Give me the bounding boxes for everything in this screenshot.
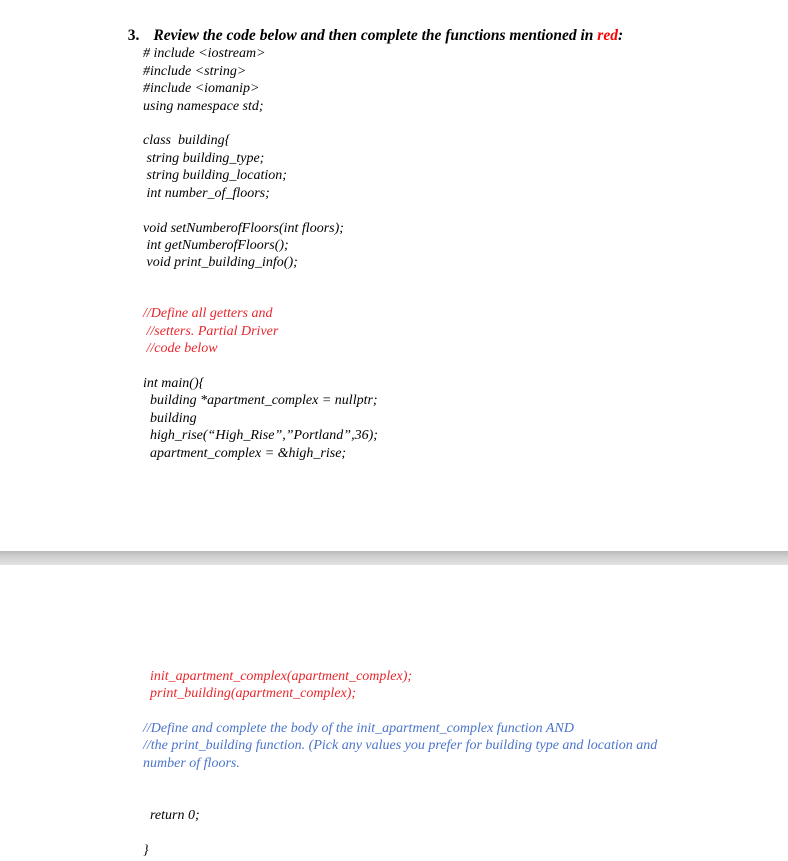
code-method-print-info: void print_building_info(); <box>143 255 298 270</box>
code-using-namespace: using namespace std; <box>143 99 264 114</box>
code-main-high-rise: high_rise(“High_Rise”,”Portland”,36); <box>143 428 378 443</box>
code-method-set-floors: void setNumberofFloors(int floors); <box>143 221 344 236</box>
code-main-pointer-decl: building *apartment_complex = nullptr; <box>143 393 378 408</box>
code-call-init-apartment: init_apartment_complex(apartment_complex); <box>150 669 413 684</box>
code-call-print-building: print_building(apartment_complex); <box>150 686 357 701</box>
code-include-iomanip: #include <iomanip> <box>143 81 260 96</box>
code-method-get-floors: int getNumberofFloors(); <box>143 238 289 253</box>
code-comment-blue-2: //the print_building function. (Pick any values you prefer for building type and location and <box>143 738 658 753</box>
question-heading <box>120 9 623 45</box>
code-comment-red-2: //setters. Partial Driver <box>143 324 279 339</box>
heading-red-word: red <box>597 27 618 44</box>
page-break-divider <box>0 551 788 565</box>
code-comment-blue-1: //Define and complete the body of the init_apartment_complex function AND <box>143 721 574 736</box>
code-member-building-type: string building_type; <box>143 151 265 166</box>
code-comment-red-1: //Define all getters and <box>143 306 273 321</box>
code-return-statement: return 0; <box>150 808 200 823</box>
code-comment-blue-3: number of floors. <box>143 756 240 771</box>
code-main-assign: apartment_complex = &high_rise; <box>143 446 347 461</box>
code-member-number-of-floors: int number_of_floors; <box>143 186 270 201</box>
code-class-declaration: class building{ <box>143 133 231 148</box>
code-include-iostream: # include <iostream> <box>143 46 266 61</box>
code-member-building-location: string building_location; <box>143 168 287 183</box>
question-number: 3. <box>127 27 140 44</box>
code-main-building: building <box>143 411 197 426</box>
code-closing-brace: } <box>143 843 149 858</box>
code-include-string: #include <string> <box>143 64 247 79</box>
code-main-signature: int main(){ <box>143 376 205 391</box>
code-comment-red-3: //code below <box>143 341 218 356</box>
heading-colon: : <box>617 27 624 44</box>
heading-text: Review the code below and then complete the functions mentioned in <box>153 27 598 44</box>
